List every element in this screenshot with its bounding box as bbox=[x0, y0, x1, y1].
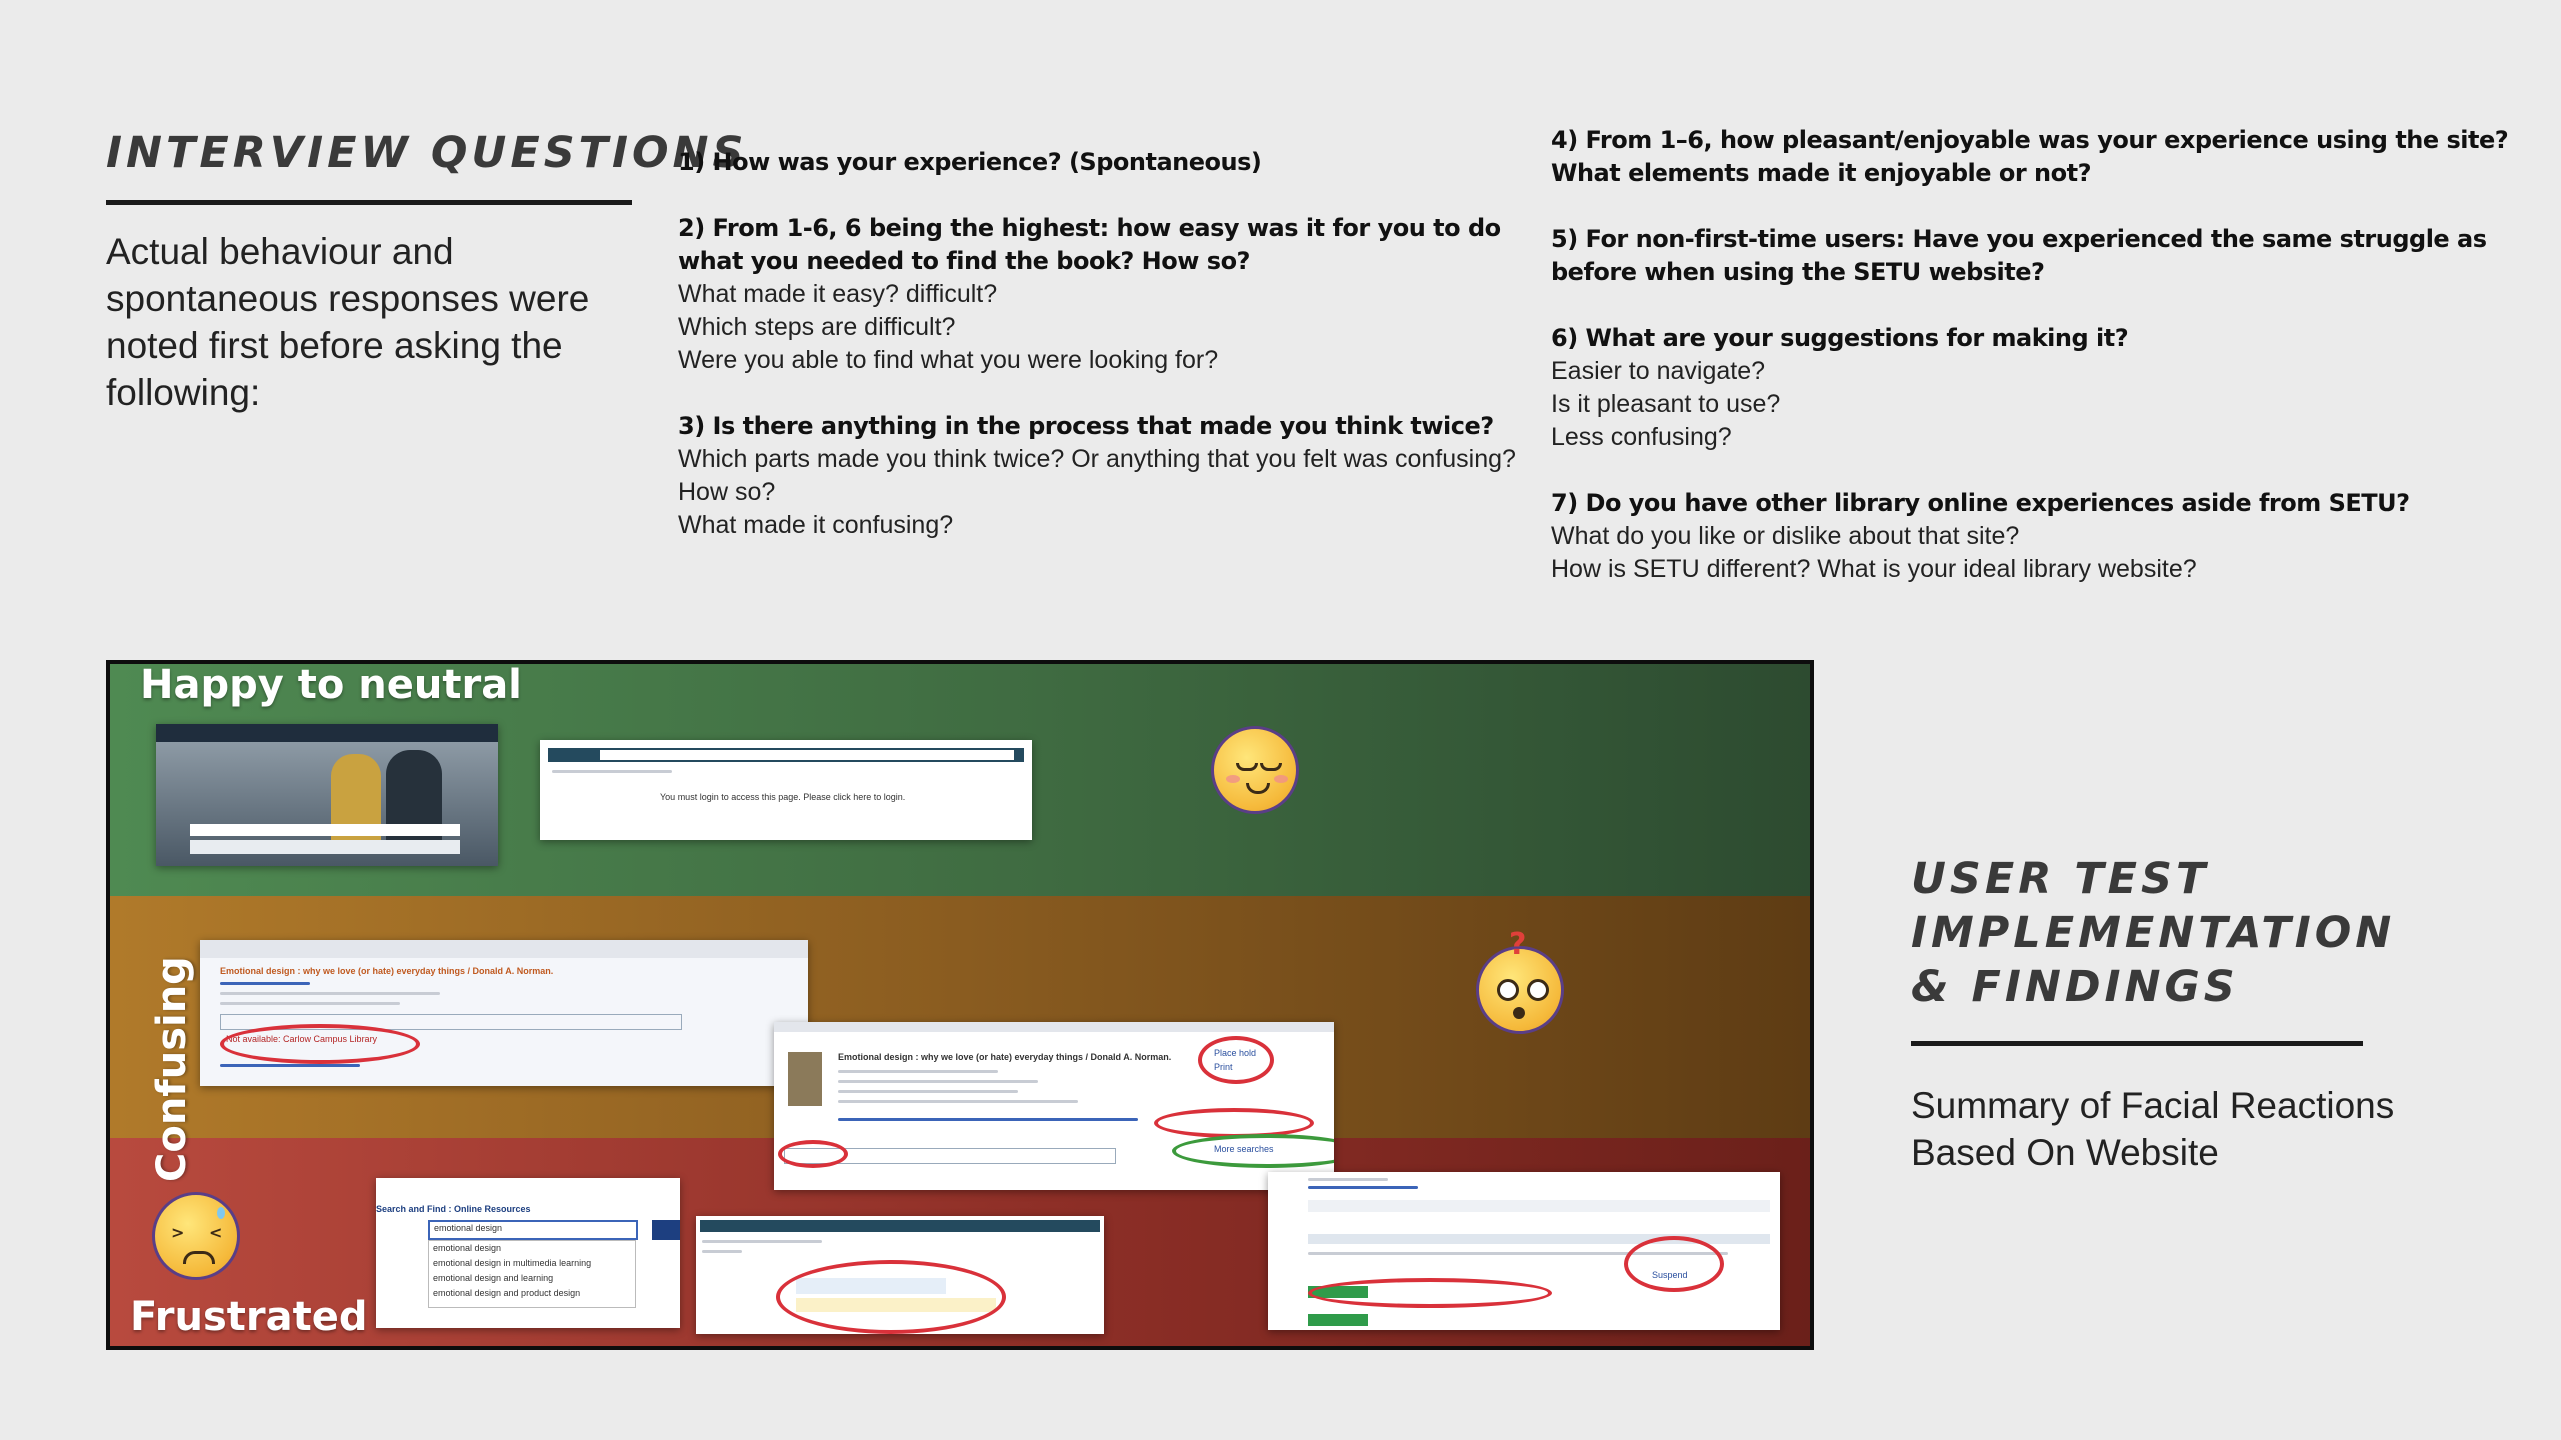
question-block bbox=[1551, 124, 2531, 190]
questions-column-left bbox=[678, 146, 1538, 575]
followup-question: How is SETU different? What is your ideal library website? bbox=[1551, 555, 2197, 583]
followup-question: What made it easy? difficult? bbox=[678, 280, 998, 308]
login-notice-text: You must login to access this page. Please click here to login. bbox=[660, 792, 906, 802]
result-title: Emotional design : why we love (or hate) everyday things / Donald A. Norman. bbox=[220, 966, 554, 976]
suggestion-item: emotional design and product design bbox=[433, 1288, 581, 1298]
band-label-frustrated: Frustrated bbox=[130, 1294, 368, 1340]
search-input: emotional design bbox=[434, 1223, 503, 1233]
findings-summary-text: Summary of Facial Reactions Based On Website bbox=[1911, 1085, 2395, 1173]
suggestion-item: emotional design and learning bbox=[433, 1273, 554, 1283]
followup-question: Were you able to find what you were looking for? bbox=[678, 346, 1219, 374]
record-detail-title: Emotional design : why we love (or hate) everyday things / Donald A. Norman. bbox=[838, 1052, 1172, 1062]
suggestion-item: emotional design in multimedia learning bbox=[433, 1258, 592, 1268]
screenshot-account-holds bbox=[1268, 1172, 1780, 1330]
not-available-notice: Not available: Carlow Campus Library bbox=[226, 1034, 378, 1044]
followup-question: Is it pleasant to use? bbox=[1551, 390, 1781, 418]
screenshot-search-autocomplete bbox=[376, 1178, 680, 1328]
question-text: 4) From 1–6, how pleasant/enjoyable was your experience using the site? What elements made it enjoyable or not? bbox=[1551, 126, 2509, 187]
smiling-face-icon bbox=[1211, 726, 1299, 814]
band-label-confusing: Confusing bbox=[149, 956, 195, 1182]
screenshot-library-homepage bbox=[156, 724, 498, 866]
questions-column-right bbox=[1551, 124, 2531, 619]
suspend-label: Suspend bbox=[1652, 1270, 1688, 1280]
findings-heading: USER TEST IMPLEMENTATION & FINDINGS bbox=[1911, 854, 2396, 1012]
findings-heading-rule bbox=[1911, 1041, 2363, 1046]
question-block bbox=[678, 410, 1538, 542]
question-block bbox=[1551, 223, 2531, 289]
search-header: Search and Find : Online Resources bbox=[376, 1204, 531, 1214]
place-hold-link: Place hold bbox=[1214, 1048, 1257, 1058]
question-text: 3) Is there anything in the process that made you think twice? bbox=[678, 412, 1494, 440]
confused-face-icon: ? bbox=[1476, 946, 1564, 1034]
facial-reactions-board bbox=[106, 660, 1814, 1350]
question-text: 6) What are your suggestions for making it? bbox=[1551, 324, 2129, 352]
screenshot-search-results bbox=[200, 940, 808, 1086]
followup-question: Which parts made you think twice? Or anything that you felt was confusing? How so? bbox=[678, 445, 1516, 506]
question-block bbox=[678, 212, 1538, 377]
question-block bbox=[1551, 487, 2531, 586]
interview-heading-rule bbox=[106, 200, 632, 205]
question-text: 2) From 1-6, 6 being the highest: how easy was it for you to do what you needed to find the book? How so? bbox=[678, 214, 1501, 275]
followup-question: Easier to navigate? bbox=[1551, 357, 1766, 385]
question-text: 1) How was your experience? (Spontaneous) bbox=[678, 148, 1262, 176]
followup-question: What do you like or dislike about that site? bbox=[1551, 522, 2020, 550]
screenshot-login-notice bbox=[540, 740, 1032, 840]
screenshot-hold-confirmation bbox=[696, 1216, 1104, 1334]
tired-face-icon: > < bbox=[152, 1192, 240, 1280]
followup-question: Less confusing? bbox=[1551, 423, 1732, 451]
more-searches-link: More searches bbox=[1214, 1144, 1274, 1154]
band-label-happy: Happy to neutral bbox=[140, 662, 522, 708]
print-link: Print bbox=[1214, 1062, 1233, 1072]
question-text: 7) Do you have other library online experiences aside from SETU? bbox=[1551, 489, 2410, 517]
followup-question: Which steps are difficult? bbox=[678, 313, 956, 341]
question-block bbox=[1551, 322, 2531, 454]
suggestion-item: emotional design bbox=[433, 1243, 502, 1253]
followup-question: What made it confusing? bbox=[678, 511, 954, 539]
question-text: 5) For non-first-time users: Have you experienced the same struggle as before when using the SETU website? bbox=[1551, 225, 2487, 286]
interview-questions-heading: INTERVIEW QUESTIONS bbox=[106, 128, 748, 178]
question-block bbox=[678, 146, 1538, 179]
screenshot-record-detail bbox=[774, 1022, 1334, 1190]
interview-intro-text: Actual behaviour and spontaneous responses were noted first before asking the following: bbox=[106, 231, 590, 413]
suggestion-list bbox=[428, 1240, 636, 1308]
